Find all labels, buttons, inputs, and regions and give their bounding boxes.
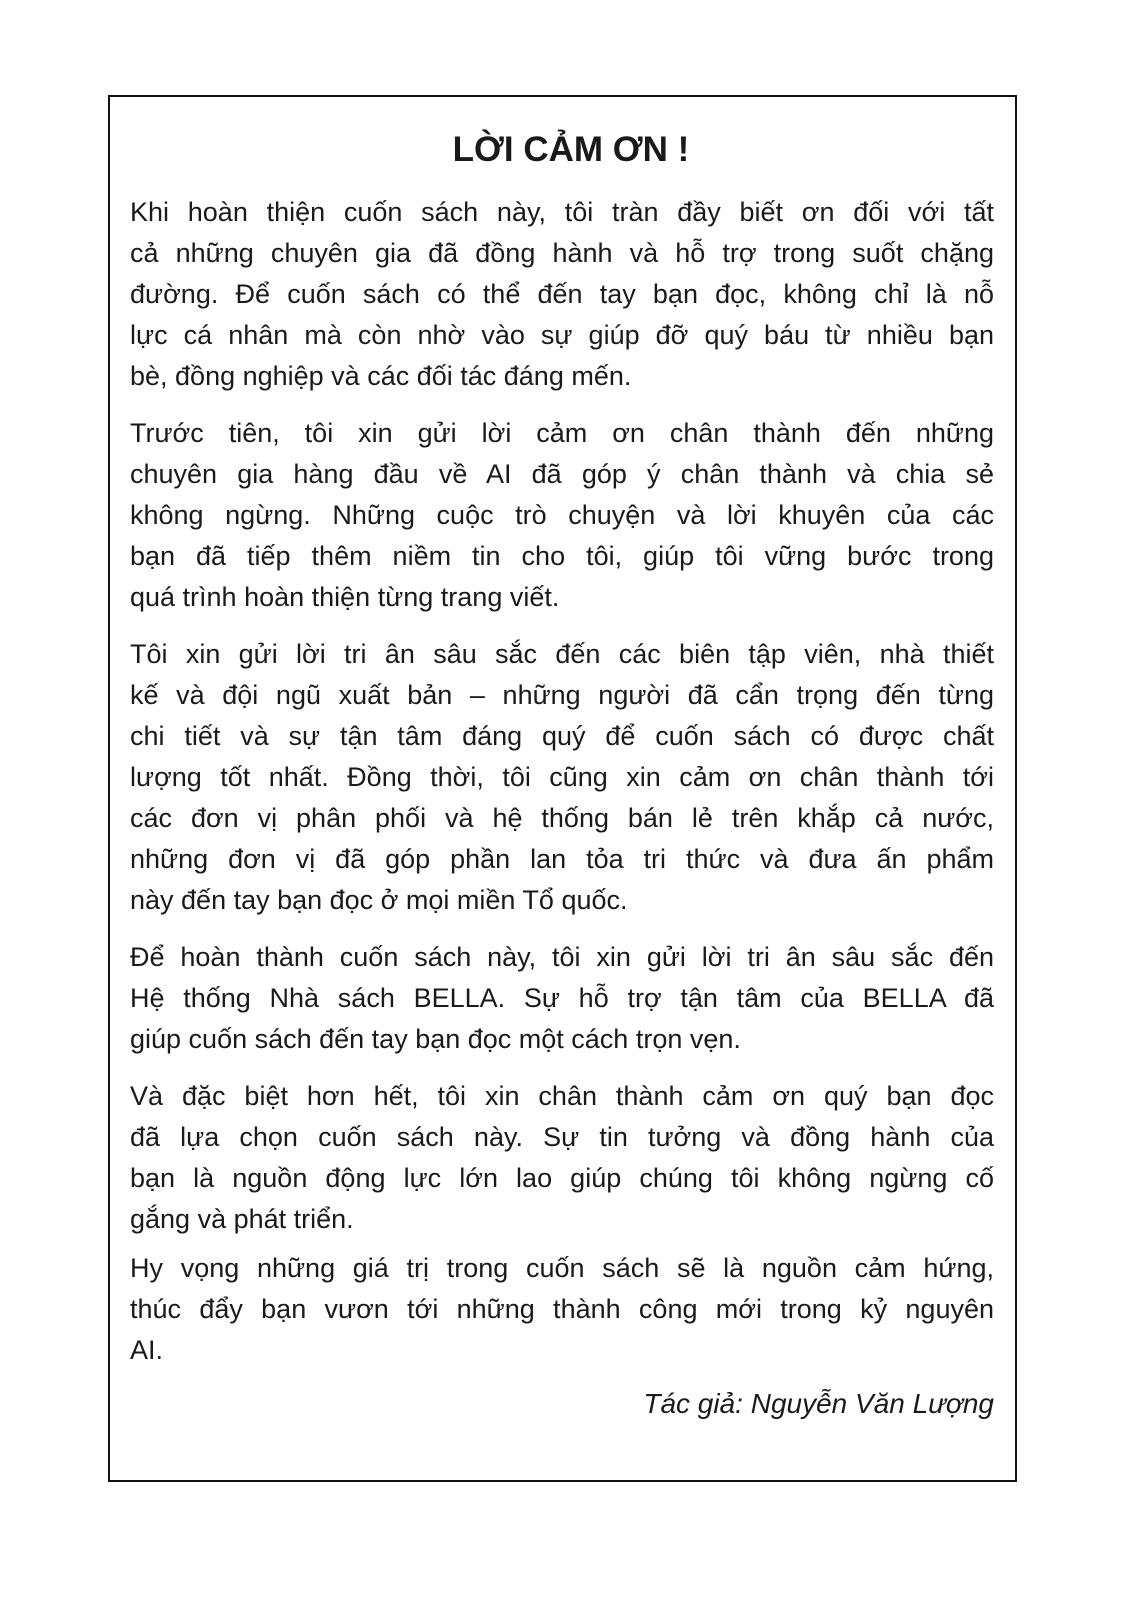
text-line: các đơn vị phân phối và hệ thống bán lẻ trên khắp cả nước, (130, 803, 994, 833)
text-line: AI. (130, 1335, 164, 1365)
text-line: không ngừng. Những cuộc trò chuyện và lời khuyên của các (130, 500, 994, 530)
text-line: giúp cuốn sách đến tay bạn đọc một cách trọn vẹn. (130, 1024, 741, 1054)
text-line: quá trình hoàn thiện từng trang viết. (130, 582, 560, 612)
text-line: chi tiết và sự tận tâm đáng quý để cuốn sách có được chất (130, 721, 994, 751)
text-line: Hy vọng những giá trị trong cuốn sách sẽ là nguồn cảm hứng, (130, 1253, 994, 1283)
text-line: bè, đồng nghiệp và các đối tác đáng mến. (130, 361, 632, 391)
text-line: cả những chuyên gia đã đồng hành và hỗ trợ trong suốt chặng (130, 238, 994, 268)
text-line: lượng tốt nhất. Đồng thời, tôi cũng xin cảm ơn chân thành tới (130, 762, 994, 792)
document-body (130, 192, 994, 1371)
text-line: bạn là nguồn động lực lớn lao giúp chúng tôi không ngừng cố (130, 1163, 994, 1193)
text-line: kế và đội ngũ xuất bản – những người đã cẩn trọng đến từng (130, 680, 994, 710)
paragraph (130, 192, 994, 397)
page-title: LỜI CẢM ƠN ! (452, 130, 690, 169)
author-signature: Tác giả: Nguyễn Văn Lượng (643, 1388, 994, 1419)
text-line: lực cá nhân mà còn nhờ vào sự giúp đỡ quý báu từ nhiều bạn (130, 320, 994, 350)
text-line: Để hoàn thành cuốn sách này, tôi xin gửi lời tri ân sâu sắc đến (130, 942, 994, 972)
text-line: Khi hoàn thiện cuốn sách này, tôi tràn đầy biết ơn đối với tất (130, 197, 994, 227)
text-line: Và đặc biệt hơn hết, tôi xin chân thành cảm ơn quý bạn đọc (130, 1081, 994, 1111)
paragraph (130, 937, 994, 1060)
text-line: đã lựa chọn cuốn sách này. Sự tin tưởng và đồng hành của (130, 1122, 994, 1152)
text-line: Hệ thống Nhà sách BELLA. Sự hỗ trợ tận tâm của BELLA đã (130, 983, 994, 1013)
text-line: những đơn vị đã góp phần lan tỏa tri thức và đưa ấn phẩm (130, 844, 994, 874)
paragraph (130, 1248, 994, 1371)
text-line: Tôi xin gửi lời tri ân sâu sắc đến các biên tập viên, nhà thiết (130, 639, 994, 669)
text-line: bạn đã tiếp thêm niềm tin cho tôi, giúp tôi vững bước trong (130, 541, 994, 571)
text-line: thúc đẩy bạn vươn tới những thành công mới trong kỷ nguyên (130, 1294, 994, 1324)
paragraph (130, 413, 994, 618)
text-line: này đến tay bạn đọc ở mọi miền Tổ quốc. (130, 885, 628, 915)
text-line: Trước tiên, tôi xin gửi lời cảm ơn chân thành đến những (130, 418, 994, 448)
text-line: gắng và phát triển. (130, 1204, 354, 1234)
paragraph (130, 1076, 994, 1240)
text-line: chuyên gia hàng đầu về AI đã góp ý chân thành và chia sẻ (130, 459, 994, 489)
paragraph (130, 634, 994, 921)
text-line: đường. Để cuốn sách có thể đến tay bạn đọc, không chỉ là nỗ (130, 279, 994, 309)
